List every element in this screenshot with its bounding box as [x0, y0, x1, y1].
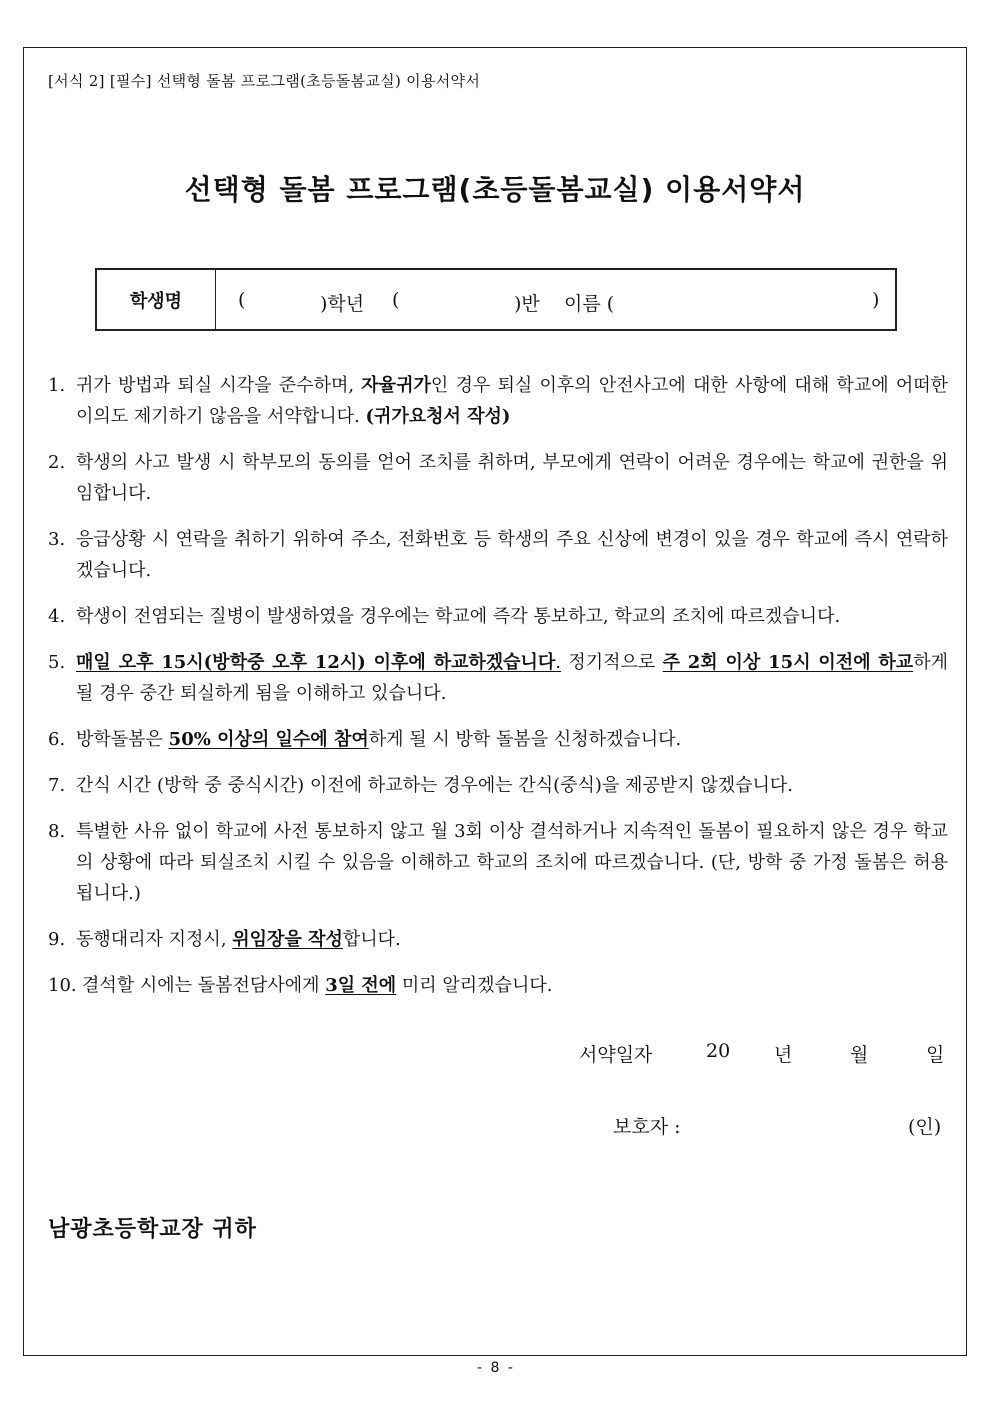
pledge-month: 월 — [850, 1044, 869, 1066]
term-emphasis: 3일 전에 — [325, 975, 397, 996]
grade-suffix: )학년 — [320, 293, 365, 315]
term-text: 학생이 전염되는 질병이 발생하였을 경우에는 학교에 즉각 통보하고, 학교의 조치에 따르겠습니다. — [76, 606, 841, 627]
term-text: 인 경우 퇴실 이후의 안전사고에 대한 사항에 대해 학교에 어떠한 이의도 제기하기 않음을 서약합니다. — [76, 375, 948, 427]
recipient: 남광초등학교장 귀하 — [48, 1217, 257, 1242]
student-name-label: 학생명 — [97, 270, 216, 329]
name-close-paren: ) — [872, 289, 880, 311]
term-text: 합니다. — [342, 929, 401, 950]
term-item-6 — [48, 724, 948, 755]
term-text: 동행대리자 지정시, — [76, 929, 233, 950]
term-item-3 — [48, 524, 948, 586]
term-emphasis: 위임장을 작성 — [232, 929, 343, 950]
class-suffix: )반 — [514, 293, 540, 315]
term-number: 2. — [48, 452, 66, 473]
term-text: 정기적으로 — [561, 652, 663, 673]
term-item-8 — [48, 816, 948, 909]
term-text: . — [555, 652, 562, 673]
term-item-10 — [48, 970, 948, 1001]
term-emphasis: (귀가요청서 작성) — [365, 406, 511, 427]
term-text: 방학돌봄은 — [76, 729, 169, 750]
term-emphasis: 50% 이상의 일수에 참여 — [168, 729, 369, 750]
pledge-year-prefix[interactable]: 20 — [706, 1040, 731, 1062]
term-number: 9. — [48, 929, 66, 950]
term-text: 하게 될 경우 중간 퇴실하게 됨을 이해하고 있습니다. — [76, 652, 948, 704]
terms-list — [48, 370, 948, 1016]
term-emphasis: 매일 오후 15시(방학중 오후 12시) 이후에 하교하겠습니다 — [76, 652, 556, 673]
term-item-4 — [48, 601, 948, 632]
term-text: 간식 시간 (방학 중 중식시간) 이전에 하교하는 경우에는 간식(중식)을 제공받지 않겠습니다. — [76, 775, 793, 796]
pledge-year: 년 — [774, 1044, 793, 1066]
term-emphasis: 주 2회 이상 15시 이전에 하교 — [662, 652, 914, 673]
term-number: 10. — [48, 975, 77, 996]
name-label: 이름 ( — [564, 293, 615, 315]
term-item-7 — [48, 770, 948, 801]
term-text: 결석할 시에는 돌봄전담사에게 — [82, 975, 326, 996]
class-open-paren: ( — [392, 289, 400, 311]
term-text: 귀가 방법과 퇴실 시각을 준수하며, — [76, 375, 362, 396]
grade-open-paren: ( — [238, 289, 246, 311]
term-number: 1. — [48, 375, 66, 396]
page-number: - 8 - — [477, 1360, 515, 1376]
guardian-seal: (인) — [908, 1116, 942, 1138]
term-text: 학생의 사고 발생 시 학부모의 동의를 얻어 조치를 취하며, 부모에게 연락이 어려운 경우에는 학교에 권한을 위임합니다. — [76, 452, 948, 504]
term-number: 8. — [48, 821, 66, 842]
student-info-table — [95, 268, 897, 331]
term-number: 3. — [48, 529, 66, 550]
term-item-1 — [48, 370, 948, 432]
term-item-5 — [48, 647, 948, 709]
term-text: 응급상황 시 연락을 취하기 위하여 주소, 전화번호 등 학생의 주요 신상에 변경이 있을 경우 학교에 즉시 연락하겠습니다. — [76, 529, 948, 581]
pledge-day: 일 — [926, 1044, 945, 1066]
term-number: 6. — [48, 729, 66, 750]
form-label: [서식 2] [필수] 선택형 돌봄 프로그램(초등돌봄교실) 이용서약서 — [48, 72, 481, 90]
term-emphasis: 자율귀가 — [361, 375, 431, 396]
term-text: 하게 될 시 방학 돌봄을 신청하겠습니다. — [368, 729, 682, 750]
term-text: 특별한 사유 없이 학교에 사전 통보하지 않고 월 3회 이상 결석하거나 지속적인 돌봄이 필요하지 않은 경우 학교의 상황에 따라 퇴실조치 시킬 수 있음을 이해하고 학교의 조치에 따르겠습니다. (단, 방학 중 가정 돌봄은 허용됩니다.) — [76, 821, 948, 904]
term-text: 미리 알리겠습니다. — [396, 975, 553, 996]
guardian-label: 보호자 : — [613, 1116, 681, 1138]
term-item-9 — [48, 924, 948, 955]
pledge-date-label: 서약일자 — [579, 1044, 653, 1066]
term-number: 5. — [48, 652, 66, 673]
term-number: 4. — [48, 606, 66, 627]
term-item-2 — [48, 447, 948, 509]
document-frame — [23, 47, 967, 1356]
student-info-fields[interactable] — [216, 270, 895, 329]
document-title: 선택형 돌봄 프로그램(초등돌봄교실) 이용서약서 — [184, 173, 806, 206]
term-number: 7. — [48, 775, 66, 796]
